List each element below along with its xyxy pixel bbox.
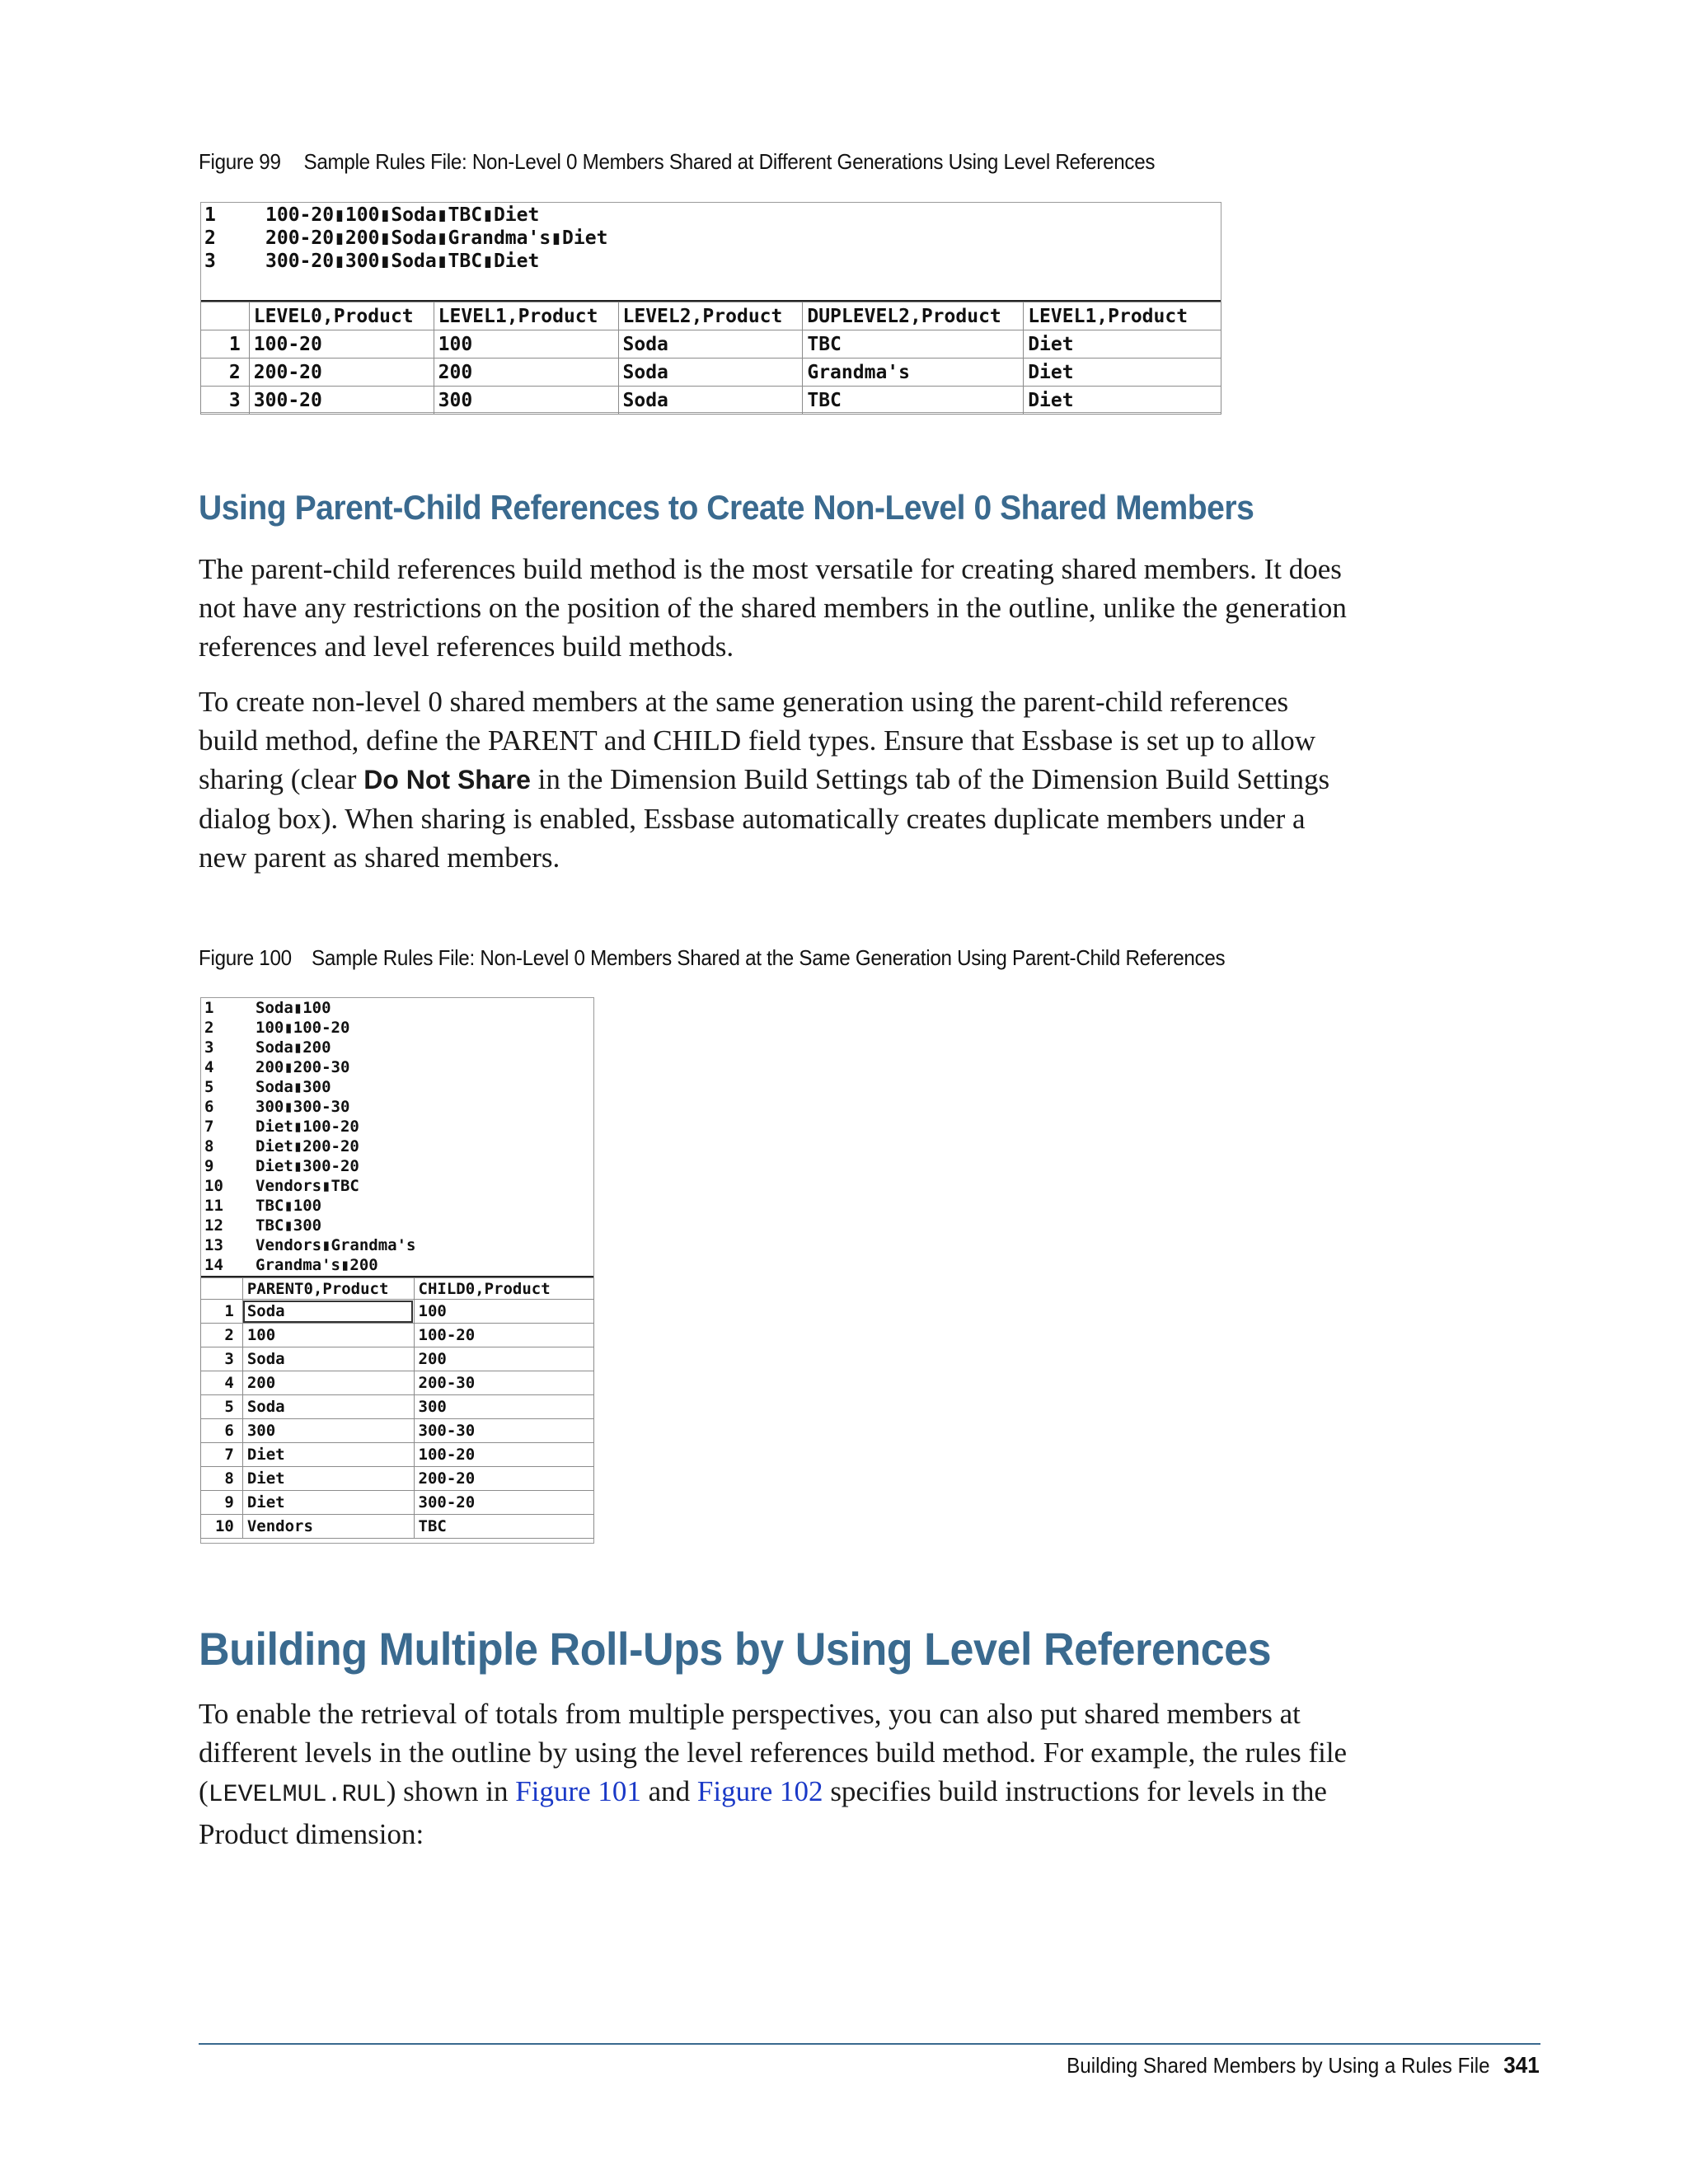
source-line-number: 3 [204,1038,214,1057]
source-line-text: Diet▮100-20 [256,1118,359,1136]
row-number: 3 [201,387,250,415]
paragraph-text: To enable the retrieval of totals from multiple perspectives, you can also put shared members at different levels in the outline by using the level references build method. For example, the rules file ( [199,1698,1348,1807]
source-line-text: 200-20▮200▮Soda▮Grandma's▮Diet [265,227,608,249]
table-row [201,1515,594,1539]
table-cell[interactable]: TBC [803,330,1024,359]
source-line-number: 14 [204,1256,223,1274]
table-cell[interactable]: 300-30 [414,1419,593,1443]
source-line-number: 2 [204,227,216,249]
column-header[interactable]: PARENT0,Product [242,1278,414,1300]
table-cell[interactable]: Diet [1024,330,1221,359]
paragraph-text: specifies build instructions for levels in the Product dimension: [199,1775,1327,1850]
parent-child-paragraph-2 [199,682,1353,877]
row-number: 1 [201,1300,243,1324]
source-line-text: 200▮200-30 [256,1058,350,1076]
section-heading-parent-child: Using Parent-Child References to Create Non-Level 0 Shared Members [199,488,1254,527]
table-cell[interactable]: Grandma's [803,359,1024,387]
table-cell[interactable]: Diet [1024,387,1221,415]
source-line-text: Soda▮300 [256,1078,331,1096]
column-header[interactable]: LEVEL0,Product [249,302,434,330]
table-cell[interactable]: 200-30 [414,1371,593,1395]
row-number: 5 [201,1395,243,1419]
source-line-number: 11 [204,1197,223,1215]
table-cell[interactable]: 100 [414,1300,593,1324]
figure-100-number: Figure 100 [199,945,292,970]
section-heading-rollups: Building Multiple Roll-Ups by Using Level References [199,1623,1272,1675]
table-cell[interactable]: Soda [618,387,803,415]
table-cell[interactable]: Vendors [242,1515,414,1539]
figure-99-caption [199,149,1155,175]
page-number: 341 [1503,2052,1540,2078]
source-line-text: Vendors▮TBC [256,1177,359,1195]
table-cell[interactable]: Soda [242,1347,414,1371]
figure-99-title: Sample Rules File: Non-Level 0 Members Shared at Different Generations Using Level References [303,149,1156,174]
rules-file-name: LEVELMUL.RUL [208,1781,387,1809]
table-cell[interactable]: Diet [242,1491,414,1515]
row-number: 3 [201,1347,243,1371]
table-cell[interactable]: Soda [618,359,803,387]
source-line-text: 100▮100-20 [256,1019,350,1037]
source-line-number: 7 [204,1118,214,1136]
table-cell[interactable]: Soda [242,1300,414,1324]
page-footer [1067,2052,1540,2079]
row-number: 2 [201,359,250,387]
row-number: 4 [201,1371,243,1395]
source-line-text: 300-20▮300▮Soda▮TBC▮Diet [265,251,540,272]
figure-99-field-table [200,302,1221,415]
table-cell[interactable]: 100-20 [414,1324,593,1347]
column-header[interactable]: LEVEL2,Product [618,302,803,330]
figure-99-screenshot [200,202,1221,413]
table-cell[interactable]: 300-20 [249,387,434,415]
table-cell[interactable]: 200 [242,1371,414,1395]
table-cell[interactable]: TBC [803,387,1024,415]
row-number: 1 [201,330,250,359]
source-line-number: 1 [204,204,216,226]
figure-101-link[interactable]: Figure 101 [515,1775,641,1807]
table-cell[interactable]: 100 [434,330,618,359]
table-cell[interactable]: 100 [242,1324,414,1347]
source-line-text: Soda▮200 [256,1038,331,1057]
row-header-corner [201,1278,243,1300]
paragraph-text: The parent-child references build method is the most versatile for creating shared members. It does not have any restrictions on the position of the shared members in the outline, unlike the generation references and level references build methods. [199,553,1347,663]
source-line-number: 9 [204,1157,214,1175]
footer-title: Building Shared Members by Using a Rules File [1067,2053,1490,2078]
figure-99-number: Figure 99 [199,149,281,174]
table-cell[interactable]: 300 [414,1395,593,1419]
table-cell[interactable]: 200 [414,1347,593,1371]
source-line-text: Vendors▮Grandma's [256,1236,416,1254]
figure-102-link[interactable]: Figure 102 [696,1775,823,1807]
source-line-number: 2 [204,1019,214,1037]
source-line-number: 1 [204,999,214,1017]
figure-100-caption [199,945,1225,971]
table-cell[interactable]: 200-20 [414,1467,593,1491]
row-number: 10 [201,1515,243,1539]
rollups-paragraph [199,1694,1353,1854]
row-number: 7 [201,1443,243,1467]
paragraph-text: ) shown in [386,1775,516,1807]
column-header[interactable]: LEVEL1,Product [434,302,618,330]
footer-rule [199,2043,1540,2045]
table-cell[interactable]: Soda [242,1395,414,1419]
row-number: 6 [201,1419,243,1443]
paragraph-text: in the Dimension Build Settings tab of the Dimension Build Settings dialog box). When sharing is enabled, Essbase automatically creates duplicate members under a new parent as shared members. [199,763,1330,874]
table-row [201,1300,594,1324]
figure-100-field-table [200,1277,594,1539]
table-cell[interactable]: Diet [1024,359,1221,387]
table-row [201,359,1221,387]
table-row [201,1395,594,1419]
row-number: 8 [201,1467,243,1491]
table-cell[interactable]: Diet [242,1467,414,1491]
figure-100-screenshot [200,997,594,1544]
source-line-text: 300▮300-30 [256,1098,350,1116]
table-cell[interactable]: 300 [434,387,618,415]
source-line-number: 6 [204,1098,214,1116]
source-line-text: TBC▮300 [256,1216,322,1235]
column-header[interactable]: DUPLEVEL2,Product [803,302,1024,330]
figure-100-title: Sample Rules File: Non-Level 0 Members Shared at the Same Generation Using Parent-Child References [312,945,1226,970]
table-row [201,1443,594,1467]
table-cell[interactable]: 300-20 [414,1491,593,1515]
paragraph-text: To create non-level 0 shared members at the same generation using the parent-child references build method, define the PARENT and CHILD field types. Ensure that Essbase is set up to allow sharing (clear [199,686,1316,795]
source-line-text: 100-20▮100▮Soda▮TBC▮Diet [265,204,540,226]
table-cell[interactable]: 200-20 [249,359,434,387]
source-line-text: Diet▮300-20 [256,1157,359,1175]
row-number: 9 [201,1491,243,1515]
column-header[interactable]: CHILD0,Product [414,1278,593,1300]
source-line-text: Grandma's▮200 [256,1256,378,1274]
table-row [201,1347,594,1371]
row-number: 2 [201,1324,243,1347]
source-line-number: 13 [204,1236,223,1254]
table-row [201,1324,594,1347]
source-line-number: 5 [204,1078,214,1096]
column-header[interactable]: LEVEL1,Product [1024,302,1221,330]
paragraph-text: and [640,1775,697,1807]
table-row [201,1371,594,1395]
table-row [201,387,1221,415]
source-line-number: 3 [204,251,216,272]
source-line-text: Soda▮100 [256,999,331,1017]
table-cell[interactable]: 100-20 [414,1443,593,1467]
table-cell[interactable]: Diet [242,1443,414,1467]
source-line-text: Diet▮200-20 [256,1137,359,1155]
do-not-share-label: Do Not Share [363,765,531,794]
table-cell[interactable]: Soda [618,330,803,359]
source-line-number: 12 [204,1216,223,1235]
row-header-corner [201,302,250,330]
table-cell[interactable]: 100-20 [249,330,434,359]
source-line-text: TBC▮100 [256,1197,322,1215]
table-cell[interactable]: 200 [434,359,618,387]
table-row [201,1419,594,1443]
parent-child-paragraph-1 [199,550,1353,666]
table-row [201,1467,594,1491]
table-row [201,330,1221,359]
source-line-number: 8 [204,1137,214,1155]
table-row [201,1491,594,1515]
source-line-number: 10 [204,1177,223,1195]
table-cell[interactable]: TBC [414,1515,593,1539]
source-line-number: 4 [204,1058,214,1076]
table-cell[interactable]: 300 [242,1419,414,1443]
